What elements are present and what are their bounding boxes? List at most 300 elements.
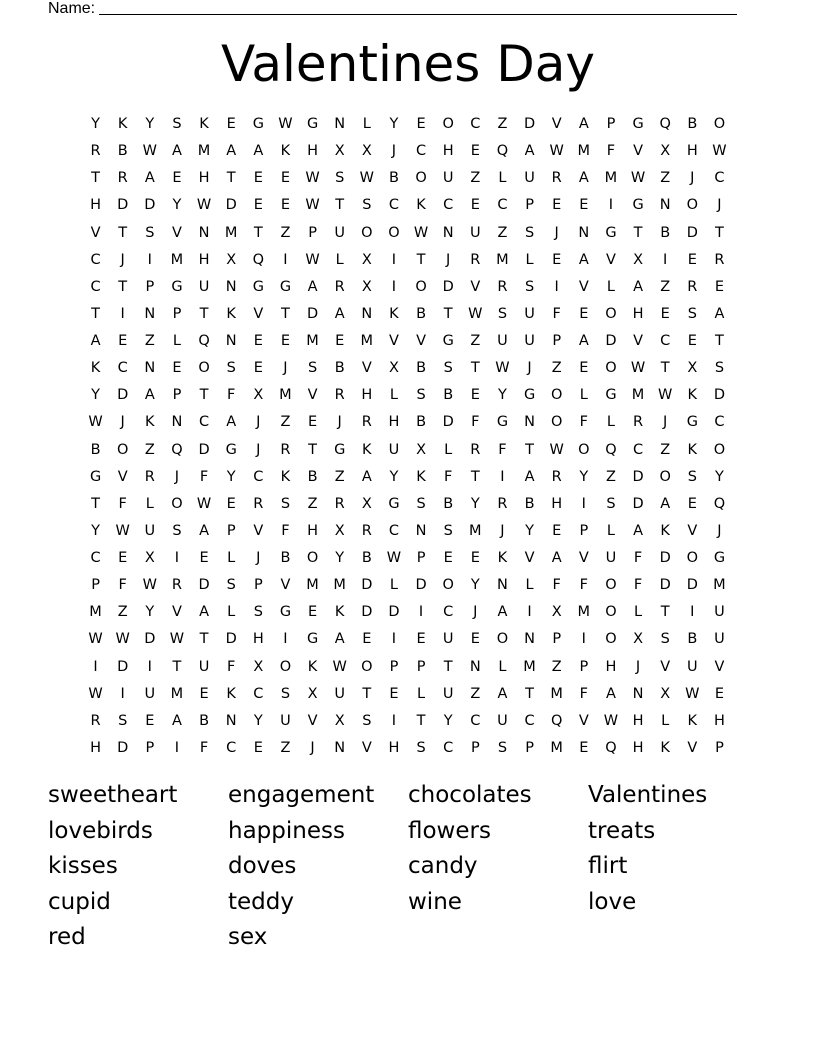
grid-letter[interactable]: A [90,333,101,349]
grid-letter[interactable]: S [118,712,128,729]
word-search-grid[interactable] [82,111,733,762]
grid-letter[interactable]: O [442,577,454,594]
grid-letter[interactable]: O [388,224,400,241]
grid-letter[interactable]: D [442,278,454,295]
grid-letter[interactable]: S [606,495,616,512]
grid-letter[interactable]: E [226,495,236,512]
grid-letter[interactable]: E [687,333,697,349]
grid-letter[interactable]: E [687,251,697,268]
grid-letter[interactable]: Z [470,333,481,349]
grid-letter[interactable]: J [690,170,695,187]
grid-letter[interactable]: B [660,224,671,241]
grid-letter[interactable]: P [525,197,534,214]
grid-letter[interactable]: G [442,333,454,349]
grid-letter[interactable]: Y [145,604,155,621]
grid-letter[interactable]: S [443,522,453,539]
grid-letter[interactable]: O [605,360,617,377]
grid-letter[interactable]: K [307,658,318,675]
grid-letter[interactable]: W [305,251,320,268]
grid-letter[interactable]: M [360,333,374,349]
grid-letter[interactable]: F [552,305,561,322]
grid-letter[interactable]: Y [579,468,589,485]
grid-letter[interactable]: H [713,712,725,729]
grid-letter[interactable]: H [632,305,644,322]
grid-letter[interactable]: R [687,278,698,295]
grid-letter[interactable]: A [199,604,210,621]
grid-letter[interactable]: P [715,739,724,756]
grid-letter[interactable]: A [144,387,155,404]
grid-letter[interactable]: F [606,143,616,160]
grid-letter[interactable]: M [306,577,319,594]
grid-letter[interactable]: K [145,414,155,431]
grid-letter[interactable]: G [713,550,726,566]
grid-letter[interactable]: P [579,658,589,675]
grid-letter[interactable]: Q [496,143,509,160]
grid-letter[interactable]: V [633,333,644,349]
grid-letter[interactable]: M [170,685,184,702]
grid-letter[interactable]: B [687,116,698,132]
grid-letter[interactable]: P [226,522,236,539]
grid-letter[interactable]: R [497,495,508,512]
grid-letter[interactable]: E [552,251,562,268]
grid-letter[interactable]: I [147,251,152,268]
grid-letter[interactable]: W [630,360,646,377]
grid-letter[interactable]: Y [443,712,453,729]
grid-letter[interactable]: R [334,278,345,295]
grid-letter[interactable]: B [443,495,454,512]
grid-letter[interactable]: U [714,631,725,648]
grid-letter[interactable]: I [554,278,559,295]
grid-letter[interactable]: I [391,631,397,648]
grid-letter[interactable]: W [549,441,564,458]
grid-letter[interactable]: Y [172,197,182,214]
grid-letter[interactable]: C [714,170,725,187]
grid-letter[interactable]: A [361,468,372,485]
grid-letter[interactable]: W [169,631,185,648]
grid-letter[interactable]: I [93,658,98,675]
grid-letter[interactable]: G [388,495,400,512]
grid-letter[interactable]: D [659,577,671,594]
grid-letter[interactable]: V [605,251,616,268]
grid-letter[interactable]: N [415,522,427,539]
grid-letter[interactable]: O [713,441,726,458]
grid-letter[interactable]: T [660,604,670,621]
grid-letter[interactable]: B [90,441,101,458]
grid-letter[interactable]: L [606,522,615,539]
grid-letter[interactable]: D [117,658,129,675]
grid-letter[interactable]: J [256,550,261,566]
grid-letter[interactable]: E [226,116,236,132]
grid-letter[interactable]: S [226,360,236,377]
grid-letter[interactable]: T [91,305,100,322]
grid-letter[interactable]: T [335,197,345,214]
grid-letter[interactable]: J [256,414,261,431]
grid-letter[interactable]: D [117,387,129,404]
grid-letter[interactable]: X [361,251,372,268]
grid-letter[interactable]: Z [280,224,291,241]
grid-letter[interactable]: E [253,197,263,214]
grid-letter[interactable]: E [335,333,345,349]
grid-letter[interactable]: O [361,658,373,675]
grid-letter[interactable]: R [171,577,182,594]
grid-letter[interactable]: A [605,685,616,702]
grid-letter[interactable]: M [604,170,618,187]
grid-letter[interactable]: X [253,658,264,675]
grid-letter[interactable]: P [552,333,562,349]
grid-letter[interactable]: F [579,685,588,702]
grid-letter[interactable]: N [361,305,373,322]
grid-letter[interactable]: W [196,197,212,214]
grid-letter[interactable]: E [172,170,182,187]
grid-letter[interactable]: D [225,197,237,214]
grid-letter[interactable]: C [388,197,399,214]
grid-letter[interactable]: Q [252,251,265,268]
grid-letter[interactable]: O [550,387,563,404]
grid-letter[interactable]: N [442,224,454,241]
grid-letter[interactable]: N [144,305,156,322]
grid-letter[interactable]: R [633,414,644,431]
grid-letter[interactable]: I [527,604,532,621]
grid-letter[interactable]: O [415,278,427,295]
grid-letter[interactable]: T [715,333,724,349]
grid-letter[interactable]: C [714,414,725,431]
grid-letter[interactable]: D [605,333,617,349]
grid-letter[interactable]: Y [715,468,724,485]
grid-letter[interactable]: O [659,468,671,485]
grid-letter[interactable]: N [334,116,346,132]
grid-letter[interactable]: V [578,550,589,566]
grid-letter[interactable]: N [524,414,535,431]
grid-letter[interactable]: N [225,712,237,729]
grid-letter[interactable]: O [496,631,509,648]
grid-letter[interactable]: G [306,116,319,132]
grid-letter[interactable]: R [144,468,155,485]
grid-letter[interactable]: K [660,522,670,539]
grid-letter[interactable]: T [226,170,236,187]
grid-letter[interactable]: E [470,631,480,648]
grid-letter[interactable]: V [361,360,372,377]
grid-letter[interactable]: I [174,550,180,566]
grid-letter[interactable]: S [280,685,291,702]
grid-letter[interactable]: N [578,224,590,241]
grid-letter[interactable]: J [174,468,180,485]
grid-letter[interactable]: S [443,360,453,377]
grid-letter[interactable]: V [171,604,182,621]
grid-letter[interactable]: Y [145,116,155,132]
grid-letter[interactable]: Q [550,712,563,729]
grid-letter[interactable]: C [90,550,101,566]
grid-letter[interactable]: H [90,197,102,214]
grid-letter[interactable]: J [283,360,288,377]
grid-letter[interactable]: J [337,414,342,431]
grid-letter[interactable]: K [660,739,670,756]
grid-letter[interactable]: T [416,251,426,268]
grid-letter[interactable]: R [551,170,562,187]
grid-letter[interactable]: W [278,116,293,132]
grid-letter[interactable]: Z [497,116,508,132]
grid-letter[interactable]: T [633,224,643,241]
grid-letter[interactable]: G [252,116,264,132]
grid-letter[interactable]: E [118,550,128,566]
grid-letter[interactable]: M [713,577,726,594]
grid-letter[interactable]: W [549,143,564,160]
grid-letter[interactable]: G [632,116,644,132]
grid-letter[interactable]: E [253,170,263,187]
grid-letter[interactable]: F [471,414,480,431]
grid-letter[interactable]: Z [144,441,155,458]
grid-letter[interactable]: Z [660,278,671,295]
grid-letter[interactable]: U [687,658,698,675]
grid-letter[interactable]: J [527,360,532,377]
grid-letter[interactable]: E [470,387,480,404]
grid-letter[interactable]: X [361,143,372,160]
grid-letter[interactable]: V [171,224,182,241]
name-field[interactable] [48,0,748,18]
grid-letter[interactable]: X [416,441,427,458]
grid-letter[interactable]: G [89,468,102,485]
grid-letter[interactable]: W [359,170,374,187]
grid-letter[interactable]: P [91,577,100,594]
grid-letter[interactable]: V [117,468,128,485]
grid-letter[interactable]: B [416,305,427,322]
grid-letter[interactable]: M [577,143,591,160]
grid-letter[interactable]: S [524,278,535,295]
grid-letter[interactable]: P [253,577,263,594]
grid-letter[interactable]: H [605,658,617,675]
grid-letter[interactable]: D [686,224,698,241]
grid-letter[interactable]: T [91,170,100,187]
grid-letter[interactable]: X [307,685,318,702]
grid-letter[interactable]: Z [551,658,562,675]
grid-letter[interactable]: V [253,305,264,322]
grid-letter[interactable]: A [524,468,535,485]
grid-letter[interactable]: E [552,522,562,539]
grid-letter[interactable]: V [253,522,264,539]
grid-letter[interactable]: S [307,360,318,377]
grid-letter[interactable]: F [118,577,127,594]
grid-letter[interactable]: K [226,305,236,322]
grid-letter[interactable]: L [389,577,398,594]
grid-letter[interactable]: U [470,224,481,241]
grid-letter[interactable]: I [608,197,614,214]
grid-letter[interactable]: S [172,522,182,539]
grid-letter[interactable]: E [714,685,725,702]
grid-letter[interactable]: Y [470,577,480,594]
grid-letter[interactable]: Y [389,116,399,132]
grid-letter[interactable]: K [416,197,426,214]
grid-letter[interactable]: Z [334,468,345,485]
grid-letter[interactable]: M [279,387,292,404]
grid-letter[interactable]: N [334,739,346,756]
grid-letter[interactable]: A [199,522,210,539]
grid-letter[interactable]: Z [660,170,671,187]
grid-letter[interactable]: F [498,441,507,458]
grid-letter[interactable]: A [226,414,237,431]
grid-letter[interactable]: L [498,658,507,675]
grid-letter[interactable]: T [253,224,263,241]
grid-letter[interactable]: A [226,143,237,160]
grid-letter[interactable]: Z [307,495,318,512]
grid-letter[interactable]: B [388,170,399,187]
grid-letter[interactable]: D [117,739,129,756]
grid-letter[interactable]: S [172,116,182,132]
grid-letter[interactable]: H [307,143,319,160]
grid-letter[interactable]: C [90,278,101,295]
grid-letter[interactable]: U [334,685,345,702]
grid-letter[interactable]: O [605,305,617,322]
grid-letter[interactable]: I [120,305,125,322]
grid-letter[interactable]: C [524,712,535,729]
grid-letter[interactable]: F [579,414,588,431]
grid-letter[interactable]: N [171,414,183,431]
grid-letter[interactable]: J [391,143,397,160]
grid-letter[interactable]: V [687,522,698,539]
grid-letter[interactable]: S [524,224,535,241]
grid-letter[interactable]: O [279,658,292,675]
grid-letter[interactable]: Y [525,522,534,539]
grid-letter[interactable]: D [361,577,373,594]
grid-letter[interactable]: T [443,305,453,322]
grid-letter[interactable]: N [469,658,481,675]
grid-letter[interactable]: C [443,197,454,214]
grid-letter[interactable]: T [199,631,209,648]
grid-letter[interactable]: P [172,305,182,322]
grid-letter[interactable]: B [199,712,210,729]
grid-letter[interactable]: O [415,170,427,187]
grid-letter[interactable]: J [120,414,125,431]
grid-letter[interactable]: J [256,441,261,458]
grid-letter[interactable]: S [416,495,426,512]
grid-letter[interactable]: M [577,604,591,621]
grid-letter[interactable]: M [170,251,184,268]
grid-letter[interactable]: Q [605,441,617,458]
grid-letter[interactable]: E [552,197,562,214]
grid-letter[interactable]: P [416,658,426,675]
grid-letter[interactable]: I [418,604,424,621]
grid-letter[interactable]: A [633,278,644,295]
grid-letter[interactable]: N [144,360,156,377]
grid-letter[interactable]: H [252,631,264,648]
grid-letter[interactable]: T [172,658,182,675]
grid-letter[interactable]: Z [280,414,291,431]
grid-letter[interactable]: A [578,116,589,132]
grid-letter[interactable]: L [389,387,398,404]
grid-letter[interactable]: E [579,197,589,214]
grid-letter[interactable]: Y [91,522,100,539]
grid-letter[interactable]: W [413,224,429,241]
grid-letter[interactable]: C [497,197,508,214]
grid-letter[interactable]: K [687,441,698,458]
grid-letter[interactable]: E [199,685,209,702]
grid-letter[interactable]: G [605,387,617,404]
grid-letter[interactable]: E [579,360,589,377]
grid-letter[interactable]: A [497,685,508,702]
grid-letter[interactable]: L [145,495,154,512]
grid-letter[interactable]: J [554,224,559,241]
grid-letter[interactable]: P [552,631,562,648]
grid-letter[interactable]: C [117,360,128,377]
grid-letter[interactable]: S [416,387,426,404]
grid-letter[interactable]: X [633,251,644,268]
grid-letter[interactable]: Z [660,441,671,458]
grid-letter[interactable]: G [279,604,292,621]
grid-letter[interactable]: W [142,577,157,594]
grid-letter[interactable]: A [633,522,644,539]
grid-letter[interactable]: E [470,550,480,566]
grid-letter[interactable]: H [361,387,373,404]
grid-letter[interactable]: Z [497,224,508,241]
grid-letter[interactable]: K [280,143,291,160]
grid-letter[interactable]: D [686,577,698,594]
grid-letter[interactable]: S [497,305,508,322]
grid-letter[interactable]: H [388,739,400,756]
grid-letter[interactable]: C [90,251,101,268]
grid-letter[interactable]: C [388,522,399,539]
grid-letter[interactable]: T [525,441,534,458]
grid-letter[interactable]: K [280,468,291,485]
grid-letter[interactable]: S [687,305,697,322]
grid-letter[interactable]: D [713,387,726,404]
grid-letter[interactable]: V [280,577,291,594]
grid-letter[interactable]: B [334,360,345,377]
grid-letter[interactable]: S [497,739,508,756]
grid-letter[interactable]: V [578,712,589,729]
grid-letter[interactable]: H [198,170,210,187]
grid-letter[interactable]: M [631,387,645,404]
grid-letter[interactable]: L [606,414,615,431]
grid-letter[interactable]: Y [470,495,480,512]
grid-letter[interactable]: U [334,224,345,241]
grid-letter[interactable]: X [660,685,671,702]
grid-letter[interactable]: Y [253,712,263,729]
grid-letter[interactable]: E [416,116,426,132]
grid-letter[interactable]: S [416,739,426,756]
grid-letter[interactable]: W [685,685,700,702]
grid-letter[interactable]: W [88,631,103,648]
grid-letter[interactable]: Q [713,495,726,512]
grid-letter[interactable]: O [198,360,210,377]
grid-letter[interactable]: R [253,495,264,512]
grid-letter[interactable]: V [388,333,399,349]
grid-letter[interactable]: L [417,685,426,702]
grid-letter[interactable]: V [307,712,318,729]
grid-letter[interactable]: E [307,414,318,431]
grid-letter[interactable]: I [391,278,397,295]
grid-letter[interactable]: Y [91,116,100,132]
grid-letter[interactable]: D [659,550,671,566]
grid-letter[interactable]: B [443,387,454,404]
grid-letter[interactable]: D [361,604,373,621]
grid-letter[interactable]: C [253,468,264,485]
grid-letter[interactable]: R [470,251,481,268]
grid-letter[interactable]: Q [198,333,210,349]
grid-letter[interactable]: P [145,278,155,295]
grid-letter[interactable]: V [470,278,481,295]
grid-letter[interactable]: K [90,360,101,377]
grid-letter[interactable]: S [687,468,697,485]
grid-letter[interactable]: H [388,414,400,431]
grid-letter[interactable]: P [606,116,616,132]
grid-letter[interactable]: W [305,170,320,187]
grid-letter[interactable]: T [525,685,534,702]
grid-letter[interactable]: E [389,685,399,702]
grid-letter[interactable]: T [308,441,317,458]
grid-letter[interactable]: D [388,604,400,621]
grid-letter[interactable]: M [550,739,563,756]
grid-letter[interactable]: O [713,116,726,132]
grid-letter[interactable]: C [443,739,454,756]
grid-letter[interactable]: U [524,170,535,187]
